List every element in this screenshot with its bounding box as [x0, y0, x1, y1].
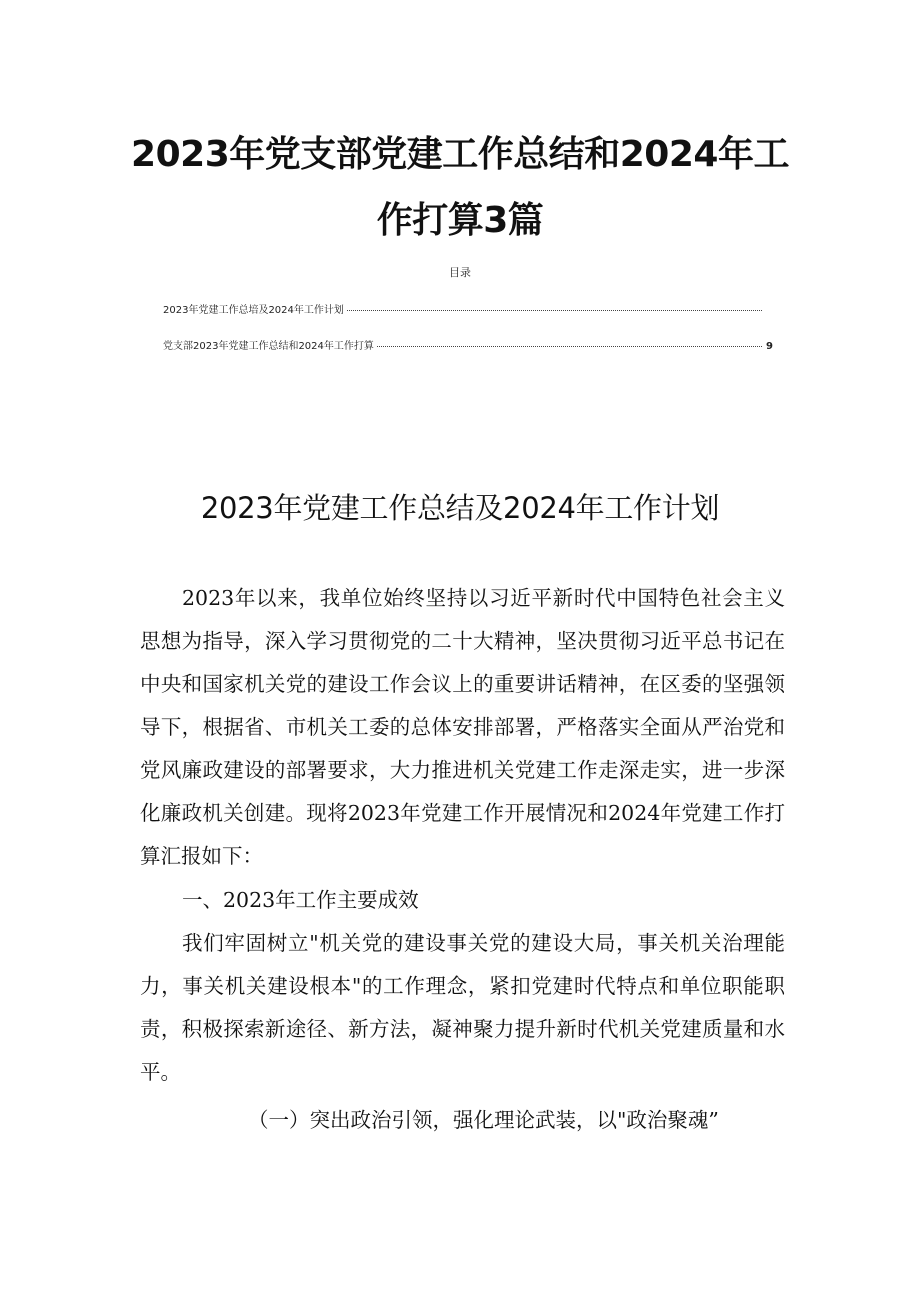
toc-entry-text: 党支部2023年党建工作总结和2024年工作打算 [163, 341, 374, 352]
document-title-line-2: 作打算3篇 [376, 200, 544, 241]
section-title: 2023年党建工作总结及2024年工作计划 [200, 491, 720, 525]
body-paragraph: 我们牢固树立"机关党的建设事关党的建设大局，事关机关治理能力，事关机关建设根本"的工作理念，紧扣党建时代特点和单位职能职责，积极探索新途径、新方法，凝神聚力提升新时代机关党建质量和水平。 [140, 931, 785, 1084]
toc-entry[interactable] [163, 337, 773, 352]
toc-entry[interactable] [163, 301, 773, 316]
subsection-heading: （一）突出政治引领，强化理论武装，以"政治聚魂” [248, 1108, 719, 1132]
toc-entry-page: 9 [766, 341, 773, 352]
toc-heading: 目录 [449, 266, 471, 279]
toc-entry-text: 2023年党建工作总培及2024年工作计划 [163, 305, 344, 316]
toc-leader-dots [377, 345, 762, 347]
toc-leader-dots [347, 309, 762, 311]
section-heading: 一、2023年工作主要成效 [182, 888, 419, 912]
document-title-line-1: 2023年党支部党建工作总结和2024年工 [131, 134, 789, 175]
body-paragraph: 2023年以来，我单位始终坚持以习近平新时代中国特色社会主义思想为指导，深入学习贯彻党的二十大精神，坚决贯彻习近平总书记在中央和国家机关党的建设工作会议上的重要讲话精神，在区委的坚强领导下，根据省、市机关工委的总体安排部署，严格落实全面从严治党和党风廉政建设的部署要求，大力推进机关党建工作走深走实，进一步深化廉政机关创建。现将2023年党建工作开展情况和2024年党建工作打算汇报如下： [140, 586, 785, 868]
